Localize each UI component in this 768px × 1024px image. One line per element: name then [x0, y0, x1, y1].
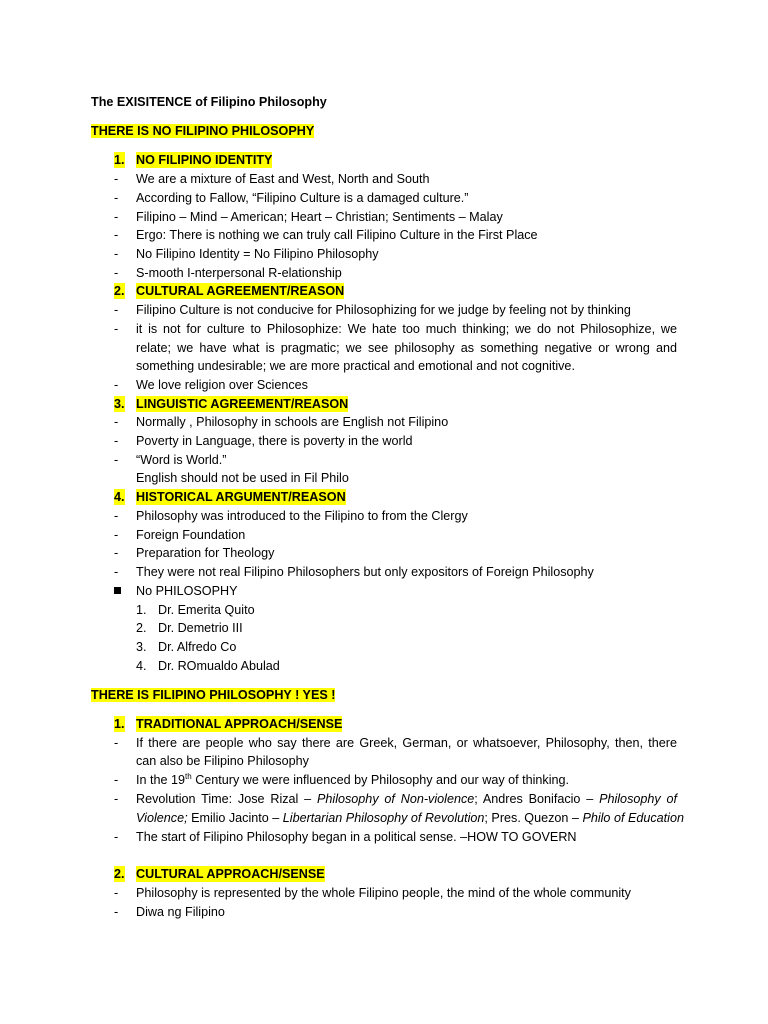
subsection-number: 2.: [114, 284, 125, 298]
section-heading-yes-philosophy: [91, 687, 335, 703]
subsection-title: LINGUISTIC AGREEMENT/REASON: [136, 397, 349, 411]
document-title: The EXISITENCE of Filipino Philosophy: [91, 95, 327, 109]
subsection-title: NO FILIPINO IDENTITY: [136, 153, 273, 167]
subsection-number: 4.: [114, 490, 125, 504]
subsection-number: 1.: [114, 153, 125, 167]
subsection-title: CULTURAL AGREEMENT/REASON: [136, 284, 345, 298]
subsection-title: HISTORICAL ARGUMENT/REASON: [136, 490, 346, 504]
subsection-number: 3.: [114, 397, 125, 411]
subsection-title: TRADITIONAL APPROACH/SENSE: [136, 717, 343, 731]
subsection-number: 2.: [114, 867, 125, 881]
subsection-title: CULTURAL APPROACH/SENSE: [136, 867, 325, 881]
heading-text: THERE IS FILIPINO PHILOSOPHY ! YES !: [91, 688, 336, 702]
document-page: The EXISITENCE of Filipino Philosophy THERE IS NO FILIPINO PHILOSOPHY 1. NO FILIPINO IDENTITY - We are a mixture of East and West, North and South - According to Fallow, “Filipino Culture is a damaged culture.” - Filipino – Mind – American; Heart – Christian; Sentiments – Malay - Ergo: There is nothing we can truly call Filipino Culture in the First Place - No Filipino Identity = No Filipino Philosophy - S-mooth I-nterpersonal R-elationship 2. CULTURAL AGREEMENT/REASON - Filipino Culture is not conducive for Philosophizing for we judge by feeling not by thinking - it is not for culture to Philosophize: We hate too much thinking; we do not Philosophize, we relate; we have what is pragmatic; we see philosophy as something negative or wrong and something undesirable; we are more practical and emotional and not cognitive. - We love religion over Sciences 3. LINGUISTIC AGREEMENT/REASON - Normally , Philosophy in schools are English not Filipino - Poverty in Language, there is poverty in the world - “Word is World.” English should not be used in Fil Philo 4. HISTORICAL ARGUMENT/REASON - Philosophy was introduced to the Filipino to from the Clergy - Foreign Foundation - Preparation for Theology - They were not real Filipino Philosophers but only expositors of Foreign Philosophy No PHILOSOPHY 1. Dr. Emerita Quito 2. Dr. Demetrio III 3. Dr. Alfredo Co 4. Dr. ROmualdo Abulad THERE IS FILIPINO PHILOSOPHY ! YES ! 1. TRADITIONAL APPROACH/SENSE - If there are people who say there are Greek, German, or whatsoever, Philosophy, then, there can also be Filipino Philosophy - In the 19th Century we were influenced by Philosophy and our way of thinking. - Revolution Time: Jose Rizal – Philosophy of Non-violence; Andres Bonifacio – Philosophy of Violence; Emilio Jacinto – Libertarian Philosophy of Revolution; Pres. Quezon – Philo of Education - The start of Filipino Philosophy began in a political sense. –HOW TO GOVERN 2. CULTURAL APPROACH/SENSE - Philosophy is represented by the whole Filipino people, the mind of the whole community - Diwa ng Filipino: [91, 95, 684, 919]
subsection-number: 1.: [114, 717, 125, 731]
square-bullet-icon: [114, 587, 121, 594]
heading-text: THERE IS NO FILIPINO PHILOSOPHY: [91, 124, 315, 138]
section-heading-no-philosophy: [91, 123, 314, 139]
